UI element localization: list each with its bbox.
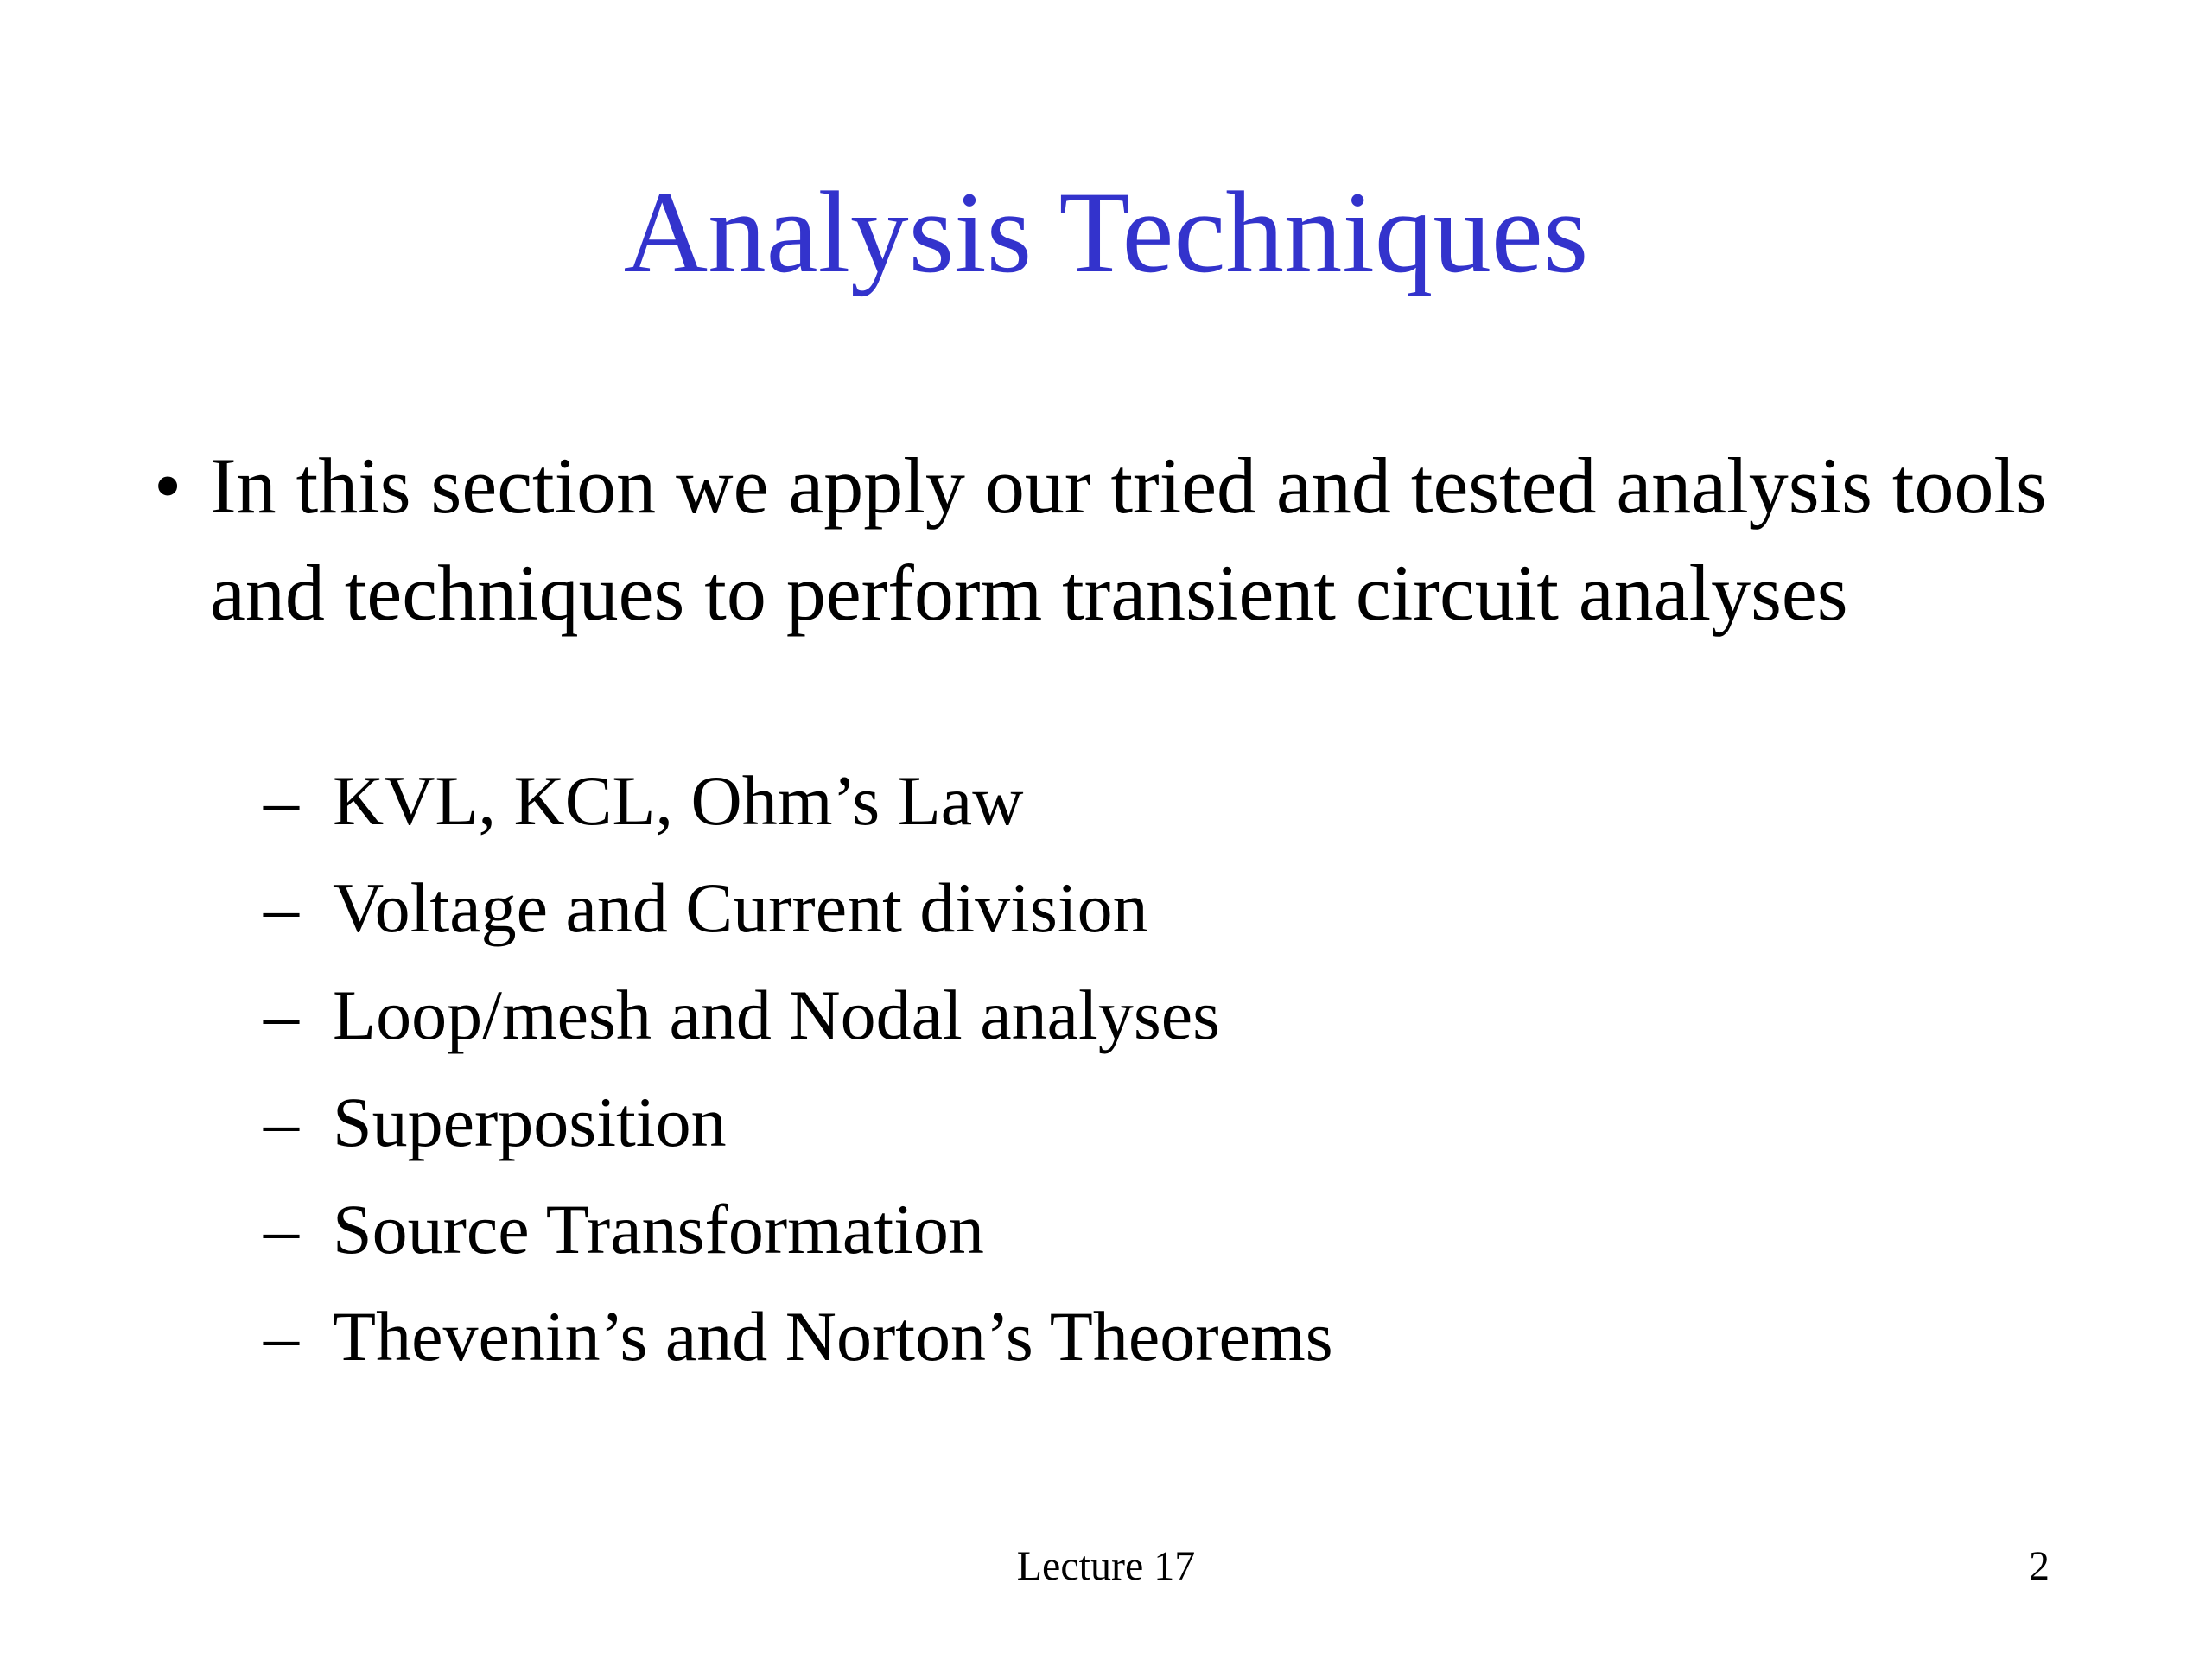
dash-marker: – [264,1297,299,1376]
sub-item [264,1289,2078,1396]
sub-item [264,753,2078,861]
sub-item-text: Voltage and Current division [333,868,1148,947]
sub-item [264,1075,2078,1182]
dash-marker: – [264,1190,299,1268]
bullet-marker: • [154,442,182,530]
main-bullet-text: In this section we apply our tried and tested analysis tools and techniques to perform transient circuit analyses [210,442,2047,637]
sub-item-text: Source Transformation [333,1190,984,1268]
sub-item-text: Thevenin’s and Norton’s Theorems [333,1297,1333,1376]
dash-marker: – [264,868,299,947]
sub-item [264,1182,2078,1289]
dash-marker: – [264,976,299,1054]
page-number: 2 [2029,1543,2050,1589]
sub-item-text: Superposition [333,1083,727,1161]
sub-item-text: Loop/mesh and Nodal analyses [333,976,1221,1054]
sub-item-text: KVL, KCL, Ohm’s Law [333,761,1024,840]
footer-lecture-label: Lecture 17 [1016,1543,1196,1589]
main-bullet [154,432,2089,646]
dash-marker: – [264,1083,299,1161]
sub-item [264,861,2078,968]
dash-marker: – [264,761,299,840]
sub-item [264,968,2078,1075]
sub-item-list [264,753,2078,1396]
slide-title: Analysis Techniques [623,168,1589,297]
